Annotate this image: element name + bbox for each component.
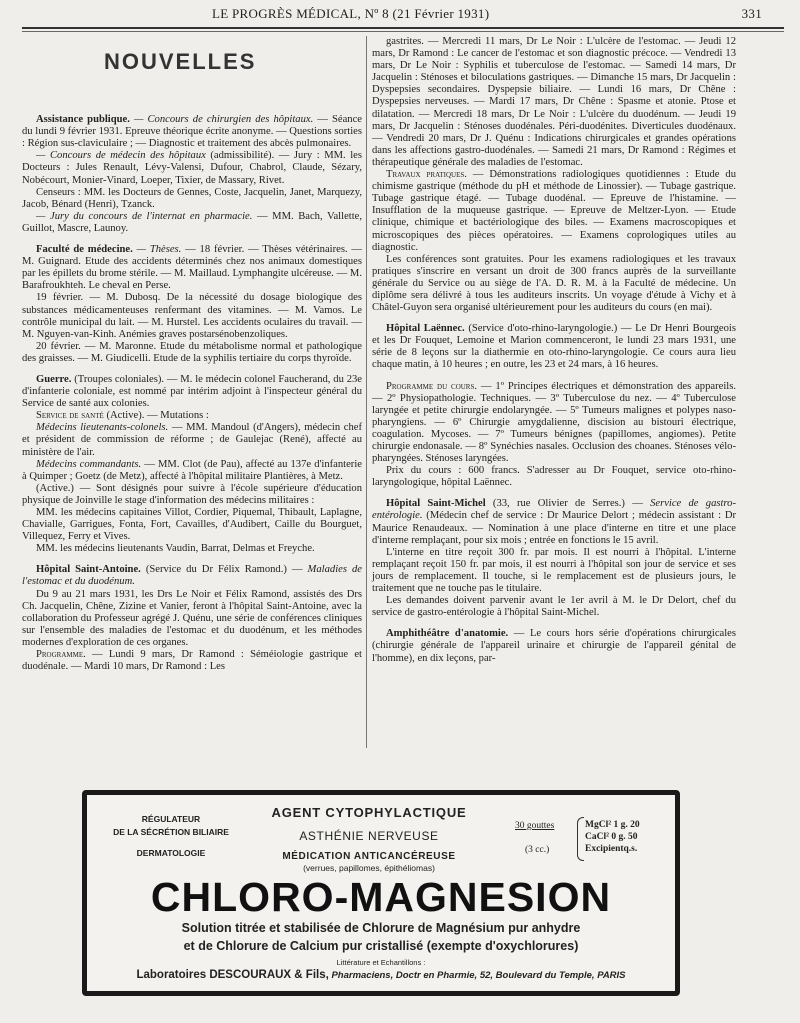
item-text: — MM. Mandoul (d'Angers), médecin chef et président de commission de réforme ; de Gaulejac (René), affecté au ministère de l'air. bbox=[22, 422, 362, 458]
ad-volume: (3 cc.) bbox=[525, 845, 550, 855]
ad-product-name: CHLORO-MAGNESION bbox=[150, 874, 612, 920]
item-text: — 18 février. — Thèses vétérinaires. — M. Guignard. Etude des accidents déterminés chez nos animaux domestiques par les épillets du brome stérile. — M. Maillaud. Lymphangite ulcéreuse. — M. Barafroukhteh. Le cheval en Perse. bbox=[22, 244, 363, 292]
news-item-concours-medecin bbox=[22, 150, 362, 186]
item-text: — Démonstrations radiologiques quotidiennes : Etude du chimisme gastrique (méthode du pH et méthode de Linossier). — Tubage gastrique. Tubage gastrique étagé. — Tubage duodénal. — Epreuve de l'histamine. — Insufflation de la muqueuse gastrique. — Epreuve de Meltzer-Lyon. — Etude clinique, chimique et bactériologique des biles. — Examens macroscopiques et microscopiques des pièces opératoires. — Examens coprologiques utiles au diagnostic. bbox=[372, 169, 736, 253]
news-item-conferences: Du 9 au 21 mars 1931, les Drs Le Noir et Félix Ramond, assistés des Drs Ch. Jacquelin, Chêne, Zizine et Vanier, feront à l'hôpital Saint-Antoine, avec la collaboration du Professeur agrégé J. Quénu, une série de conférences cliniques sur l'ensemble des maladies de l'estomac et du duodénum, et les méthodes modernes d'exploration de ces organes. bbox=[22, 588, 362, 648]
news-item-interne: L'interne en titre reçoit 300 fr. par mois. Il est nourri à l'hôpital. L'interne remplaçant reçoit 150 fr. par mois, il est nourri à l'hôpital son jour de service et ses jours de remplacement. Il touche, si le remplacement est de plusieurs jours, le traitement que ne touche pas le titulaire. bbox=[372, 546, 736, 595]
item-heading: Hôpital Saint-Antoine. bbox=[36, 564, 141, 576]
news-item-conferences-gratuites: Les conférences sont gratuites. Pour les examens radiologiques et les travaux pratiques s'inscrire en versant un droit de 300 francs auprès de la surveillante générale du Service ou au siège de l'A. D. R. M. à la Faculté de médecine. Un diplôme sera délivré à tous les auditeurs inscrits. Un voyage d'étude à Vichy et à Châtel-Guyon sera organisé ultérieurement pour les auditeurs du cours (en mai). bbox=[372, 253, 736, 314]
news-item-amphitheatre bbox=[372, 628, 736, 664]
ad-lab-name: Laboratoires DESCOURAUX & Fils, bbox=[136, 969, 329, 981]
item-subheading: Service de gastro-entérologie. bbox=[372, 498, 736, 522]
item-text: (Troupes coloniales). — M. le médecin colonel Faucherand, du 23e d'infanterie coloniale, est nommé par intérim adjoint à l'inspecteur général du Service de santé aux colonies. bbox=[22, 373, 362, 410]
item-heading: Hôpital Saint-Michel bbox=[386, 498, 486, 510]
item-heading: Faculté de médecine. bbox=[36, 244, 133, 256]
ad-indication: DERMATOLOGIE bbox=[136, 848, 206, 858]
item-subheading: Programme du cours. bbox=[386, 380, 478, 392]
item-text: — MM. Bach, Vallette, Guillot, Mascre, Launoy. bbox=[22, 210, 363, 234]
formula-line: MgCl² 1 g. 20 bbox=[585, 820, 640, 830]
running-header bbox=[50, 6, 762, 22]
left-column bbox=[22, 36, 362, 673]
ad-property: MÉDICATION ANTICANCÉREUSE bbox=[282, 851, 456, 862]
news-item-travaux-pratiques bbox=[372, 169, 736, 254]
news-item-19-fevrier: 19 février. — M. Dubosq. De la nécessité du dosage biologique des substances médicamenteuses renfermant des vitamines. — M. Vamos. Le contrôle municipal du lait. — M. Hurstel. Les accidents oculaires du travail. — M. Nguyen-van-Kinh. Anémies graves postarsénobenzoliques. bbox=[22, 292, 362, 340]
news-item-joinville: (Active.) — Sont désignés pour suivre à l'école supérieure d'éducation physique de Joinville le stage d'information des médecins militaires : bbox=[22, 482, 362, 506]
news-item-assistance bbox=[22, 114, 362, 150]
header-rule bbox=[22, 27, 784, 29]
item-heading: Amphithéâtre d'anatomie. bbox=[386, 628, 509, 640]
item-text: (33, rue Olivier de Serres.) — bbox=[485, 498, 651, 510]
formula-line: CaCl² 0 g. 50 bbox=[585, 832, 638, 842]
news-item-gastrites: gastrites. — Mercredi 11 mars, Dr Le Noir : L'ulcère de l'estomac. — Jeudi 12 mars, Dr Ramond : Le cancer de l'estomac et son diagnostic précoce. — Vendredi 13 mars, Dr Le Noir : Syphilis et tuberculose de l'estomac. — Samedi 14 mars, Dr Jacquelin : Sténoses et biloculations gastriques. — Dimanche 15 mars, Dr Jacquelin : Dyspepsies secondaires. Dyspepsie biliaire. — Lundi 16 mars, Dr Chêne : Dyspepsies nerveuses. — Mardi 17 mars, Dr Chêne : Spasme et atonie. Ptose et dilatation. — Mercredi 18 mars, Dr Le Noir : L'ulcère du duodénum. — Jeudi 19 mars, Dr Jacquelin : Sténoses duodénales. Péri-duodénites. Diverticules duodénaux. — Vendredi 20 mars, Dr J. Quénu : Indications chirurgicales et grandes opérations dans les affections gastro-duodénales. — Samedi 21 mars, Dr Ramond : Régimes et thérapeutique générale des maladies de l'estomac. bbox=[372, 36, 736, 168]
right-column bbox=[372, 36, 736, 665]
section-title: NOUVELLES bbox=[104, 49, 257, 74]
item-subheading: — Thèses. bbox=[132, 244, 182, 256]
ad-description: et de Chlorure de Calcium pur cristallisé (exempte d'oxychlorures) bbox=[183, 939, 579, 953]
news-item-commandants bbox=[22, 459, 362, 483]
item-subheading: Service de santé bbox=[36, 410, 104, 422]
header-rule-thin bbox=[22, 31, 784, 32]
item-subheading: Médecins commandants. bbox=[36, 458, 142, 470]
item-text: — MM. Clot (de Pau), affecté au 137e d'infanterie à Quimper ; Goetz (de Metz), affecté à l'hôpital militaire Plantières, à Metz. bbox=[22, 458, 362, 482]
item-text: (Médecin chef de service : Dr Maurice Delort ; médecin assistant : Dr Maurice Renaudeaux. — Nomination à une place d'interne en titre et une place d'interne remplaçant, pour six mois ; entrée en fonctions le 15 avril. bbox=[372, 510, 736, 546]
item-heading: Assistance publique. bbox=[36, 114, 130, 126]
ad-laboratory bbox=[87, 969, 675, 981]
news-item-censeurs: Censeurs : MM. les Docteurs de Gennes, Coste, Jacquelin, Janet, Marquezy, Jacob, Bénard (Henri), Tzanck. bbox=[22, 186, 362, 210]
ad-description: Solution titrée et stabilisée de Chlorure de Magnésium pur anhydre bbox=[181, 921, 581, 935]
item-text: — Le cours hors série d'opérations chirurgicales (chirurgie générale de l'appareil urinaire et chirurgie de l'appareil génital de l'homme), en dix leçons, par- bbox=[372, 628, 736, 664]
item-heading: Guerre. bbox=[36, 373, 72, 385]
advertisement bbox=[82, 790, 680, 996]
ad-indication: RÉGULATEUR bbox=[141, 814, 201, 824]
news-item-programme bbox=[22, 649, 362, 673]
ad-samples-note: Littérature et Echantillons : bbox=[336, 958, 426, 967]
news-item-lieutenants-colonels bbox=[22, 422, 362, 458]
ad-formula bbox=[585, 819, 640, 855]
news-item-jury-pharmacie bbox=[22, 211, 362, 235]
news-item-lieutenants: MM. les médecins lieutenants Vaudin, Barrat, Delmas et Freyche. bbox=[36, 543, 315, 555]
column-divider bbox=[366, 36, 367, 748]
item-text: (admissibilité). — Jury : MM. les Docteurs : Jules Renault, Lévy-Valensi, Dufour, Chabrol, Claude, Sézary, Nobécourt, Monier-Vinard, Loeper, Tixier, de Massary, Rivet. bbox=[22, 150, 362, 186]
item-subheading: — Concours de médecin des hôpitaux bbox=[36, 150, 206, 162]
ad-property: AGENT CYTOPHYLACTIQUE bbox=[271, 805, 467, 820]
ad-dose: 30 gouttes bbox=[515, 821, 555, 831]
news-item-guerre bbox=[22, 374, 362, 410]
page-number: 331 bbox=[741, 6, 762, 21]
item-subheading: Programme. bbox=[36, 649, 86, 661]
item-text: (Service du Dr Félix Ramond.) — bbox=[140, 564, 308, 576]
ad-properties bbox=[247, 805, 491, 873]
item-subheading: — Concours de chirurgien des hôpitaux. bbox=[129, 114, 314, 126]
item-subheading: Travaux pratiques. bbox=[386, 169, 467, 181]
news-item-20-fevrier: 20 février. — M. Maronne. Etude du métabolisme normal et pathologique des graisses. — M. Giudicelli. Etude de la syphilis tertiaire du corps thyroïde. bbox=[22, 340, 362, 364]
news-item-saint-michel bbox=[372, 498, 736, 546]
journal-title: LE PROGRÈS MÉDICAL, Nº 8 (21 Février 1931) bbox=[212, 6, 490, 21]
item-text: — Séance du lundi 9 février 1931. Epreuve théorique écrite anonyme. — Questions sorties : Région sus-claviculaire ; — Diagnostic et traitement des abcès pulmonaires. bbox=[22, 114, 362, 150]
ad-property: ASTHÉNIE NERVEUSE bbox=[299, 829, 439, 843]
brace-icon bbox=[577, 817, 584, 861]
ad-indications bbox=[111, 813, 231, 860]
ad-property-note: (verrues, papillomes, épithéliomas) bbox=[303, 863, 435, 873]
item-text: — 1º Principes électriques et démonstration des appareils. — 2º Physiopathologie. Techniques. — 3º Tuberculose du nez. — 4º Tuberculose laryngée et petite chirurgie endolaryngée. — 5º Tumeurs malignes et polypes naso-pharyngiens. — 6º Chirurgie amygdalienne, discision au bistouri électrique, coagulation. Mycoses. — 7º Tumeurs bénignes (papillomes, angiomes). Petite chirurgie endonasale. — 8º Synéchies nasales. Occlusion des choanes. Sténoses vélo-pharyngées. Sténoses laryngées. bbox=[372, 380, 736, 465]
item-subheading: Médecins lieutenants-colonels. bbox=[36, 422, 169, 434]
ad-lab-address: Pharmaciens, Doctr en Pharmie, 52, Boulevard du Temple, PARIS bbox=[328, 970, 626, 981]
item-text: (Service d'oto-rhino-laryngologie.) — Le Dr Henri Bourgeois et les Dr Fouquet, Lemoine et Marion commenceront, le lundi 23 mars 1931, une série de 8 leçons sur la diathermie en oto-rhino-laryngologie. Ce cours aura lieu chaque matin, à 10 heures ; en outre, les 23 et 24 mars, à 16 heures. bbox=[372, 323, 736, 371]
item-subheading: Maladies de l'estomac et du duodénum. bbox=[22, 564, 363, 588]
item-text: (Active). — Mutations : bbox=[103, 410, 209, 422]
news-item-capitaines: MM. les médecins capitaines Villot, Cordier, Piquemal, Thibault, Laplagne, Chavialle, Garrigues, Fonta, Fort, Cavailles, d'Audibert, Caille du Bourguet, Villequez, Ferry et Vives. bbox=[22, 507, 362, 543]
news-item-faculte bbox=[22, 244, 362, 292]
item-subheading: — Jury du concours de l'internat en pharmacie. bbox=[36, 210, 253, 222]
item-text: — Lundi 9 mars, Dr Ramond : Séméiologie gastrique et duodénale. — Mardi 10 mars, Dr Ramond : Les bbox=[22, 649, 362, 673]
ad-indication: DE LA SÉCRÉTION BILIAIRE bbox=[113, 827, 229, 837]
news-item-laennec bbox=[372, 323, 736, 371]
news-item-programme-cours bbox=[372, 381, 736, 466]
news-item-demandes: Les demandes doivent parvenir avant le 1er avril à M. le Dr Delort, chef du service de gastro-entérologie à l'hôpital Saint-Michel. bbox=[372, 595, 736, 619]
formula-line: Excipientq.s. bbox=[585, 844, 638, 854]
news-item-saint-antoine bbox=[22, 564, 362, 588]
news-item-prix: Prix du cours : 600 francs. S'adresser au Dr Fouquet, service oto-rhino-laryngologique, hôpital Laënnec. bbox=[372, 465, 736, 489]
news-item-service-sante bbox=[22, 410, 362, 422]
item-heading: Hôpital Laënnec. bbox=[386, 323, 465, 335]
